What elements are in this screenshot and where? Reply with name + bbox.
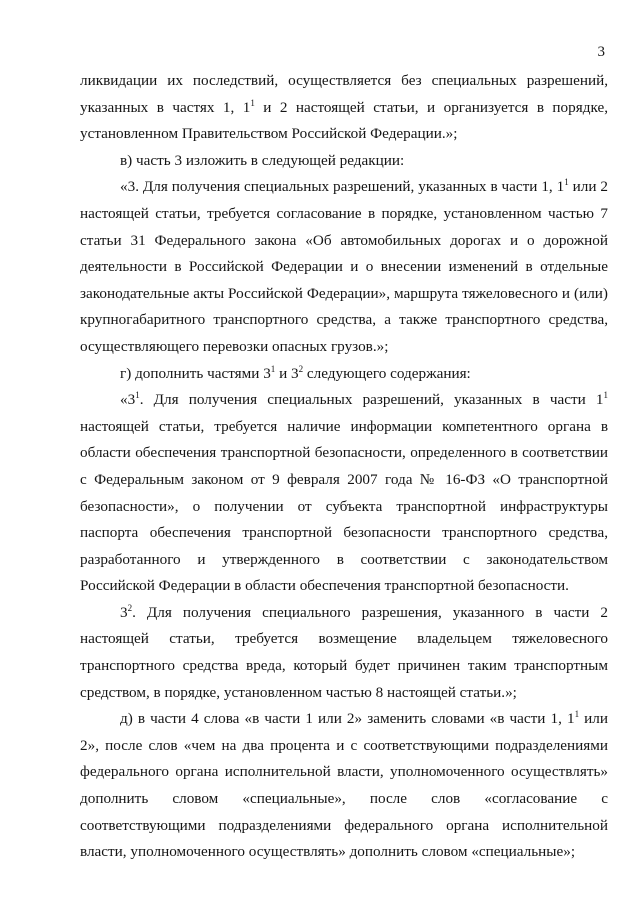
superscript-index: 1 (250, 97, 255, 108)
paragraph-text: ликвидации их последствий, осуществляется без специальных разрешений, указанных в частях 1, 1 (80, 72, 608, 116)
document-body (80, 68, 608, 866)
paragraph-text: «3 (120, 391, 136, 409)
paragraph-text: и 3 (275, 364, 299, 382)
paragraph-text: настоящей статьи, требуется наличие информации компетентного органа в области обеспечения транспортной безопасности, определенного в соответствии с Федеральным законом от 9 февраля 2007 года № 16-ФЗ «О транспортной безопасности», о получении от субъекта транспортной инфраструктуры паспорта обеспечения транспортной безопасности транспортного средства, разработанного и утвержденного в соответствии с законодательством Российской Федерации в области обеспечения транспортной безопасности. (80, 417, 608, 595)
paragraph-text: 3 (120, 603, 128, 621)
superscript-index: 1 (574, 709, 580, 720)
paragraph (80, 174, 608, 360)
paragraph (80, 387, 608, 600)
superscript-index: 1 (603, 390, 608, 401)
superscript-index: 2 (298, 363, 304, 374)
paragraph-text: следующего содержания: (303, 364, 471, 382)
superscript-index: 1 (135, 390, 140, 401)
paragraph-text: . Для получения специального разрешения, указанного в части 2 настоящей статьи, требуется возмещение владельцем тяжеловесного транспортного средства вреда, который будет причинен таким транспортным средством, в порядке, установленном частью 8 настоящей статьи.»; (80, 603, 608, 701)
paragraph-text: в) часть 3 изложить в следующей редакции: (120, 151, 405, 169)
superscript-index: 1 (270, 363, 276, 374)
paragraph-text: . Для получения специальных разрешений, указанных в части 1 (139, 391, 604, 409)
paragraph-text: г) дополнить частями 3 (120, 364, 271, 382)
page-number: 3 (597, 44, 605, 60)
paragraph-text: д) в части 4 слова «в части 1 или 2» заменить словами «в части 1, 1 (120, 710, 575, 728)
paragraph-text: «3. Для получения специальных разрешений, указанных в части 1, 1 (120, 178, 565, 196)
paragraph (80, 148, 608, 175)
paragraph-text: и 2 настоящей статьи, и организуется в порядке, установленном Правительством Российской Федерации.»; (80, 98, 608, 143)
paragraph-text: или 2», после слов «чем на два процента и с соответствующими подразделениями федерального органа исполнительной власти, уполномоченного осуществлять» дополнить словом «специальные», после слов «согласование с соответствующими подразделениями федерального органа исполнительной власти, уполномоченного осуществлять» дополнить словом «специальные»; (80, 710, 609, 861)
superscript-index: 2 (127, 602, 133, 613)
paragraph-text: или 2 настоящей статьи, требуется согласование в порядке, установленном частью 7 статьи 31 Федерального закона «Об автомобильных дорогах и о дорожной деятельности в Российской Федерации и о внесении изменений в отдельные законодательные акты Российской Федерации», маршрута тяжеловесного и (или) крупногабаритного транспортного средства, а также транспортного средства, осуществляющего перевозки опасных грузов.»; (80, 178, 608, 355)
paragraph (80, 706, 608, 866)
superscript-index: 1 (564, 177, 569, 188)
paragraph (80, 68, 608, 148)
paragraph (80, 361, 608, 388)
paragraph (80, 600, 608, 706)
